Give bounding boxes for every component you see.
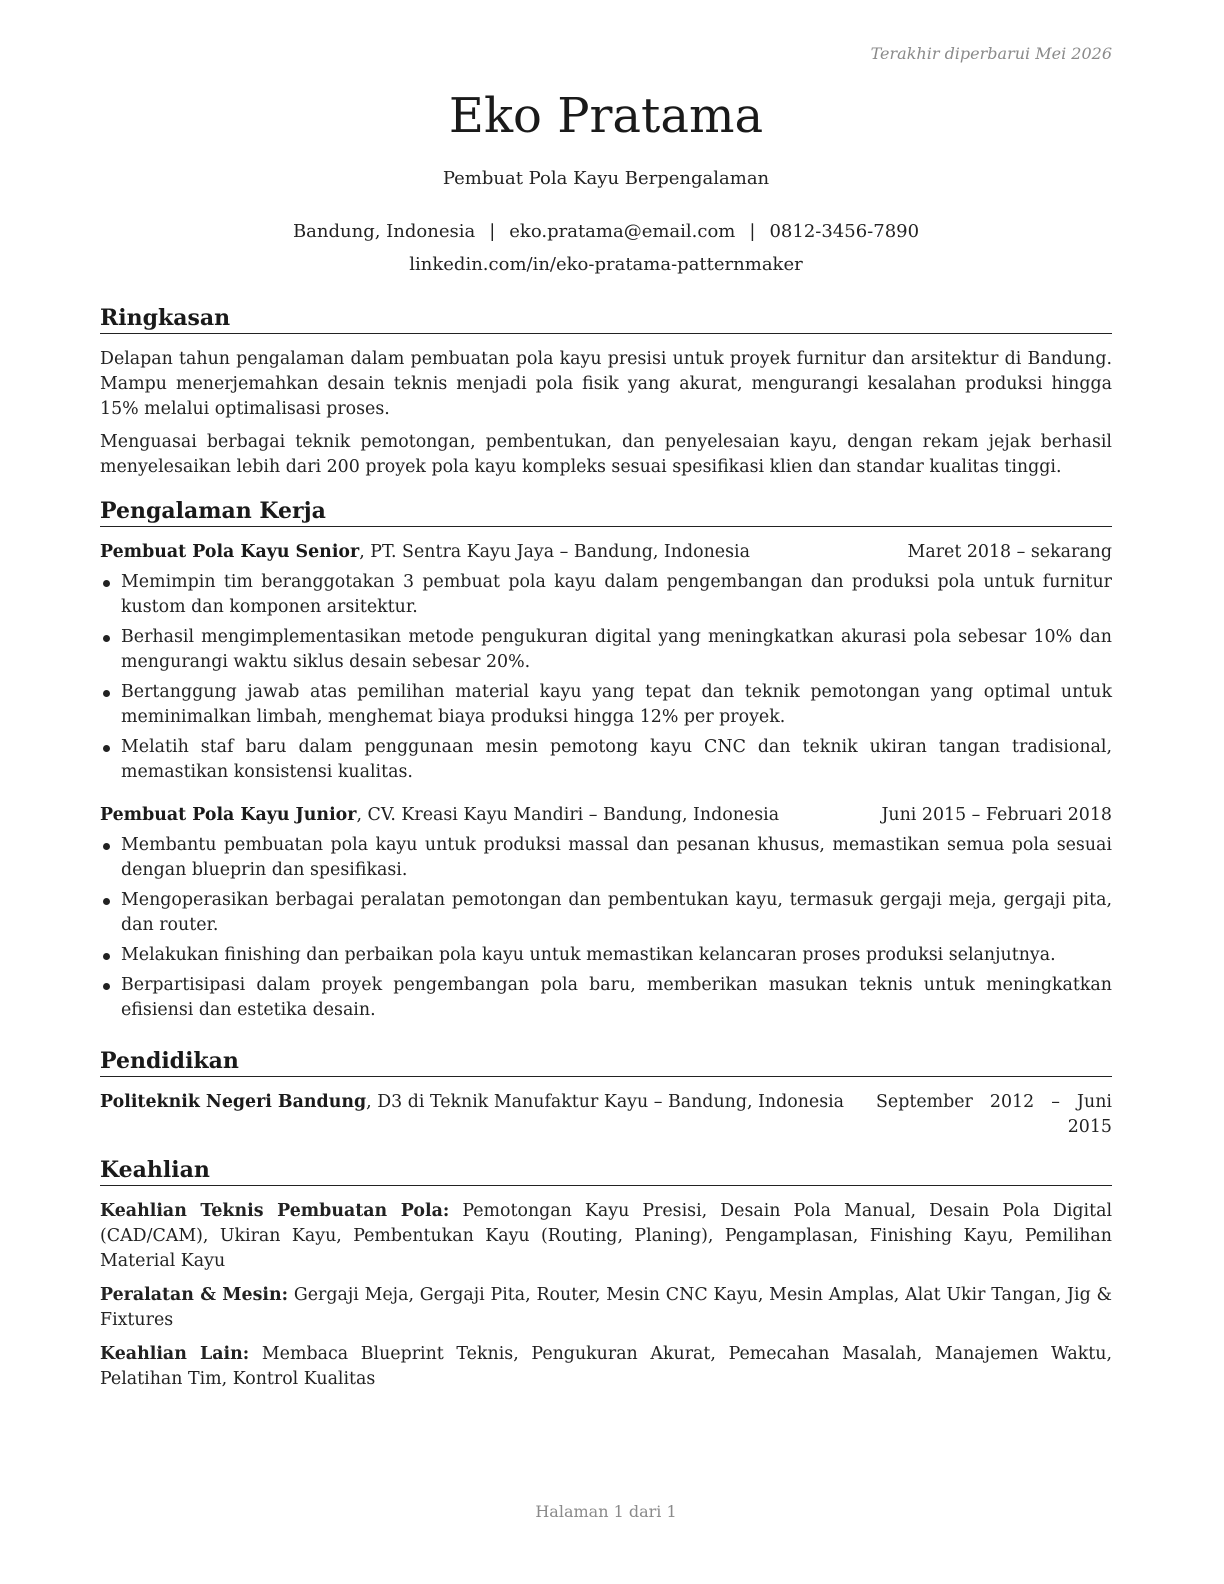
job-dates: Juni 2015 – Februari 2018: [881, 805, 1112, 825]
summary-paragraph: Menguasai berbagai teknik pemotongan, pembentukan, dan penyelesaian kayu, dengan rekam jejak berhasil menyelesaikan lebih dari 200 proyek pola kayu kompleks sesuai spesifikasi klien dan standar kualitas tinggi.: [100, 432, 1112, 477]
skill-label: Peralatan & Mesin:: [100, 1285, 289, 1305]
job-header: [100, 540, 1112, 565]
experience-section: [100, 497, 1112, 1023]
education-dates: September 2012 – Juni 2015: [876, 1092, 1112, 1137]
bullet-icon: [103, 843, 110, 850]
separator: |: [489, 221, 496, 242]
list-item: Melatih staf baru dalam penggunaan mesin pemotong kayu CNC dan teknik ukiran tangan tradisional, memastikan konsistensi kualitas.: [100, 735, 1112, 785]
education-entry: [100, 1090, 1112, 1140]
job-dates: Maret 2018 – sekarang: [907, 542, 1112, 562]
summary-section: [100, 304, 1112, 480]
resume-page: [100, 0, 1112, 1584]
phone-number: 0812-3456-7890: [769, 221, 920, 242]
list-item: Melakukan finishing dan perbaikan pola kayu untuk memastikan kelancaran proses produksi selanjutnya.: [100, 943, 1112, 968]
summary-paragraph: Delapan tahun pengalaman dalam pembuatan pola kayu presisi untuk proyek furnitur dan arsitektur di Bandung. Mampu menerjemahkan desain teknis menjadi pola fisik yang akurat, mengurangi kesalahan produksi hingga 15% melalui optimalisasi proses.: [100, 349, 1112, 419]
section-heading-experience: Pengalaman Kerja: [100, 497, 1112, 527]
job-company: , PT. Sentra Kayu Jaya – Bandung, Indonesia: [359, 542, 750, 562]
separator: |: [749, 221, 756, 242]
skill-list: Membaca Blueprint Teknis, Pengukuran Akurat, Pemecahan Masalah, Manajemen Waktu, Pelatihan Tim, Kontrol Kualitas: [100, 1344, 1112, 1389]
location: Bandung, Indonesia: [292, 221, 476, 242]
candidate-name: Eko Pratama: [448, 88, 764, 144]
bullet-icon: [103, 635, 110, 642]
bullet-icon: [103, 953, 110, 960]
job-bullets: [100, 570, 1112, 785]
section-heading-skills: Keahlian: [100, 1156, 1112, 1186]
page-number: Halaman 1 dari 1: [535, 1502, 677, 1521]
contact-line: [100, 219, 1112, 245]
skill-label: Keahlian Lain:: [100, 1344, 250, 1364]
job-role: Pembuat Pola Kayu Junior: [100, 805, 357, 825]
email-link[interactable]: eko.pratama@email.com: [509, 221, 736, 242]
job-entry: [100, 803, 1112, 1023]
skill-group: [100, 1199, 1112, 1274]
list-item: Bertanggung jawab atas pemilihan material kayu yang tepat dan teknik pemotongan yang optimal untuk meminimalkan limbah, menghemat biaya produksi hingga 12% per proyek.: [100, 680, 1112, 730]
section-heading-education: Pendidikan: [100, 1047, 1112, 1077]
list-item: Mengoperasikan berbagai peralatan pemotongan dan pembentukan kayu, termasuk gergaji meja, gergaji pita, dan router.: [100, 888, 1112, 938]
skill-group: [100, 1342, 1112, 1392]
job-role: Pembuat Pola Kayu Senior: [100, 542, 360, 562]
education-section: [100, 1047, 1112, 1140]
list-item: Berhasil mengimplementasikan metode pengukuran digital yang meningkatkan akurasi pola sebesar 10% dan mengurangi waktu siklus desain sebesar 20%.: [100, 625, 1112, 675]
job-entry: [100, 540, 1112, 785]
skill-list: Pemotongan Kayu Presisi, Desain Pola Manual, Desain Pola Digital (CAD/CAM), Ukiran Kayu, Pembentukan Kayu (Routing, Planing), Pengamplasan, Finishing Kayu, Pemilihan Material Kayu: [100, 1201, 1113, 1271]
job-header: [100, 803, 1112, 828]
bullet-icon: [103, 898, 110, 905]
bullet-icon: [103, 983, 110, 990]
degree: , D3 di Teknik Manufaktur Kayu – Bandung, Indonesia: [366, 1092, 845, 1112]
job-title: Pembuat Pola Kayu Berpengalaman: [442, 168, 770, 189]
school-name: Politeknik Negeri Bandung: [100, 1092, 367, 1112]
bullet-icon: [103, 690, 110, 697]
section-heading-summary: Ringkasan: [100, 304, 1112, 334]
skill-label: Keahlian Teknis Pembuatan Pola:: [100, 1201, 450, 1221]
list-item: Membantu pembuatan pola kayu untuk produksi massal dan pesanan khusus, memastikan semua pola sesuai dengan blueprin dan spesifikasi.: [100, 833, 1112, 883]
linkedin-link[interactable]: linkedin.com/in/eko-pratama-patternmaker: [409, 254, 803, 275]
skill-list: Gergaji Meja, Gergaji Pita, Router, Mesin CNC Kayu, Mesin Amplas, Alat Ukir Tangan, Jig & Fixtures: [100, 1285, 1112, 1330]
skills-section: [100, 1156, 1112, 1392]
skill-group: [100, 1283, 1112, 1333]
job-company: , CV. Kreasi Kayu Mandiri – Bandung, Indonesia: [356, 805, 780, 825]
bullet-icon: [103, 580, 110, 587]
list-item: Memimpin tim beranggotakan 3 pembuat pola kayu dalam pengembangan dan produksi pola untuk furnitur kustom dan komponen arsitektur.: [100, 570, 1112, 620]
bullet-icon: [103, 745, 110, 752]
job-bullets: [100, 833, 1112, 1023]
list-item: Berpartisipasi dalam proyek pengembangan pola baru, memberikan masukan teknis untuk meningkatkan efisiensi dan estetika desain.: [100, 973, 1112, 1023]
last-updated: Terakhir diperbarui Mei 2026: [870, 44, 1112, 63]
